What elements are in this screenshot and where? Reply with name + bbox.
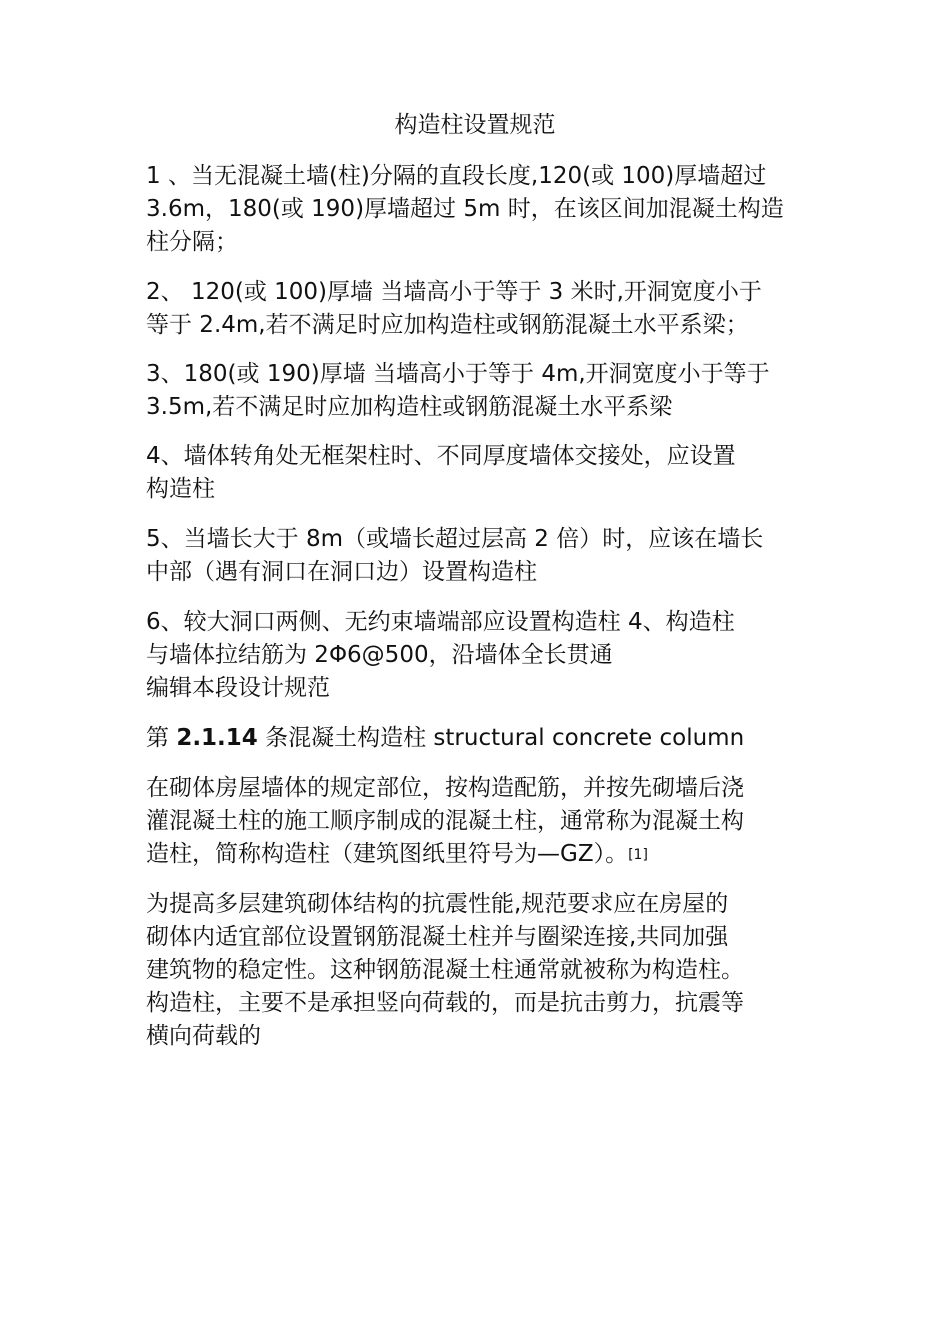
text-line: 与墙体拉结筋为 2Φ6@500，沿墙体全长贯通 [146,642,613,668]
paragraph-article [146,722,814,755]
paragraph-definition [146,772,814,872]
text-line: 砌体内适宜部位设置钢筋混凝土柱并与圈梁连接,共同加强 [146,924,729,950]
reference-link[interactable]: [1] [628,847,648,863]
article-prefix: 第 [146,725,177,751]
paragraph-1 [146,160,814,259]
text-line: 在砌体房屋墙体的规定部位，按构造配筋，并按先砌墙后浇 [146,775,744,801]
text-line: 为提高多层建筑砌体结构的抗震性能,规范要求应在房屋的 [146,891,729,917]
text-line [146,722,814,755]
text-line: 3.6m，180(或 190)厚墙超过 5m 时，在该区间加混凝土构造 [146,196,784,222]
section-heading: 编辑本段设计规范 [146,675,330,701]
text-line: 柱分隔； [146,229,238,255]
text-line: 构造柱，主要不是承担竖向荷载的，而是抗击剪力，抗震等 [146,990,744,1016]
text-line: 建筑物的稳定性。这种钢筋混凝土柱通常就被称为构造柱。 [146,957,744,983]
text-line: 3.5m,若不满足时应加构造柱或钢筋混凝土水平系梁 [146,394,673,420]
text-line: 5、当墙长大于 8m（或墙长超过层高 2 倍）时，应该在墙长 [146,526,764,552]
text-line: 6、较大洞口两侧、无约束墙端部应设置构造柱 4、构造柱 [146,609,735,635]
text-line: 1 、当无混凝土墙(柱)分隔的直段长度,120(或 100)厚墙超过 [146,163,767,189]
text-line [146,838,814,872]
text-line: 等于 2.4m,若不满足时应加构造柱或钢筋混凝土水平系梁； [146,312,749,338]
text-line: 4、墙体转角处无框架柱时、不同厚度墙体交接处，应设置 [146,443,736,469]
text-line: 2、 120(或 100)厚墙 当墙高小于等于 3 米时,开洞宽度小于 [146,279,762,305]
text-line: 中部（遇有洞口在洞口边）设置构造柱 [146,559,537,585]
text-line: 灌混凝土柱的施工顺序制成的混凝土柱，通常称为混凝土构 [146,808,744,834]
paragraph-5 [146,523,814,589]
article-number: 2.1.14 [176,725,258,751]
article-suffix: 条混凝土构造柱 structural concrete column [257,725,745,751]
definition-text: 造柱，简称构造柱（建筑图纸里符号为—GZ）。 [146,841,629,867]
text-line: 横向荷载的 [146,1023,261,1049]
paragraph-3 [146,358,814,424]
document-title: 构造柱设置规范 [394,112,556,138]
paragraph-2 [146,276,814,342]
text-line: 构造柱 [146,476,215,502]
paragraph-4 [146,440,814,506]
paragraph-6 [146,606,814,705]
paragraph-purpose [146,888,814,1053]
text-line: 3、180(或 190)厚墙 当墙高小于等于 4m,开洞宽度小于等于 [146,361,770,387]
